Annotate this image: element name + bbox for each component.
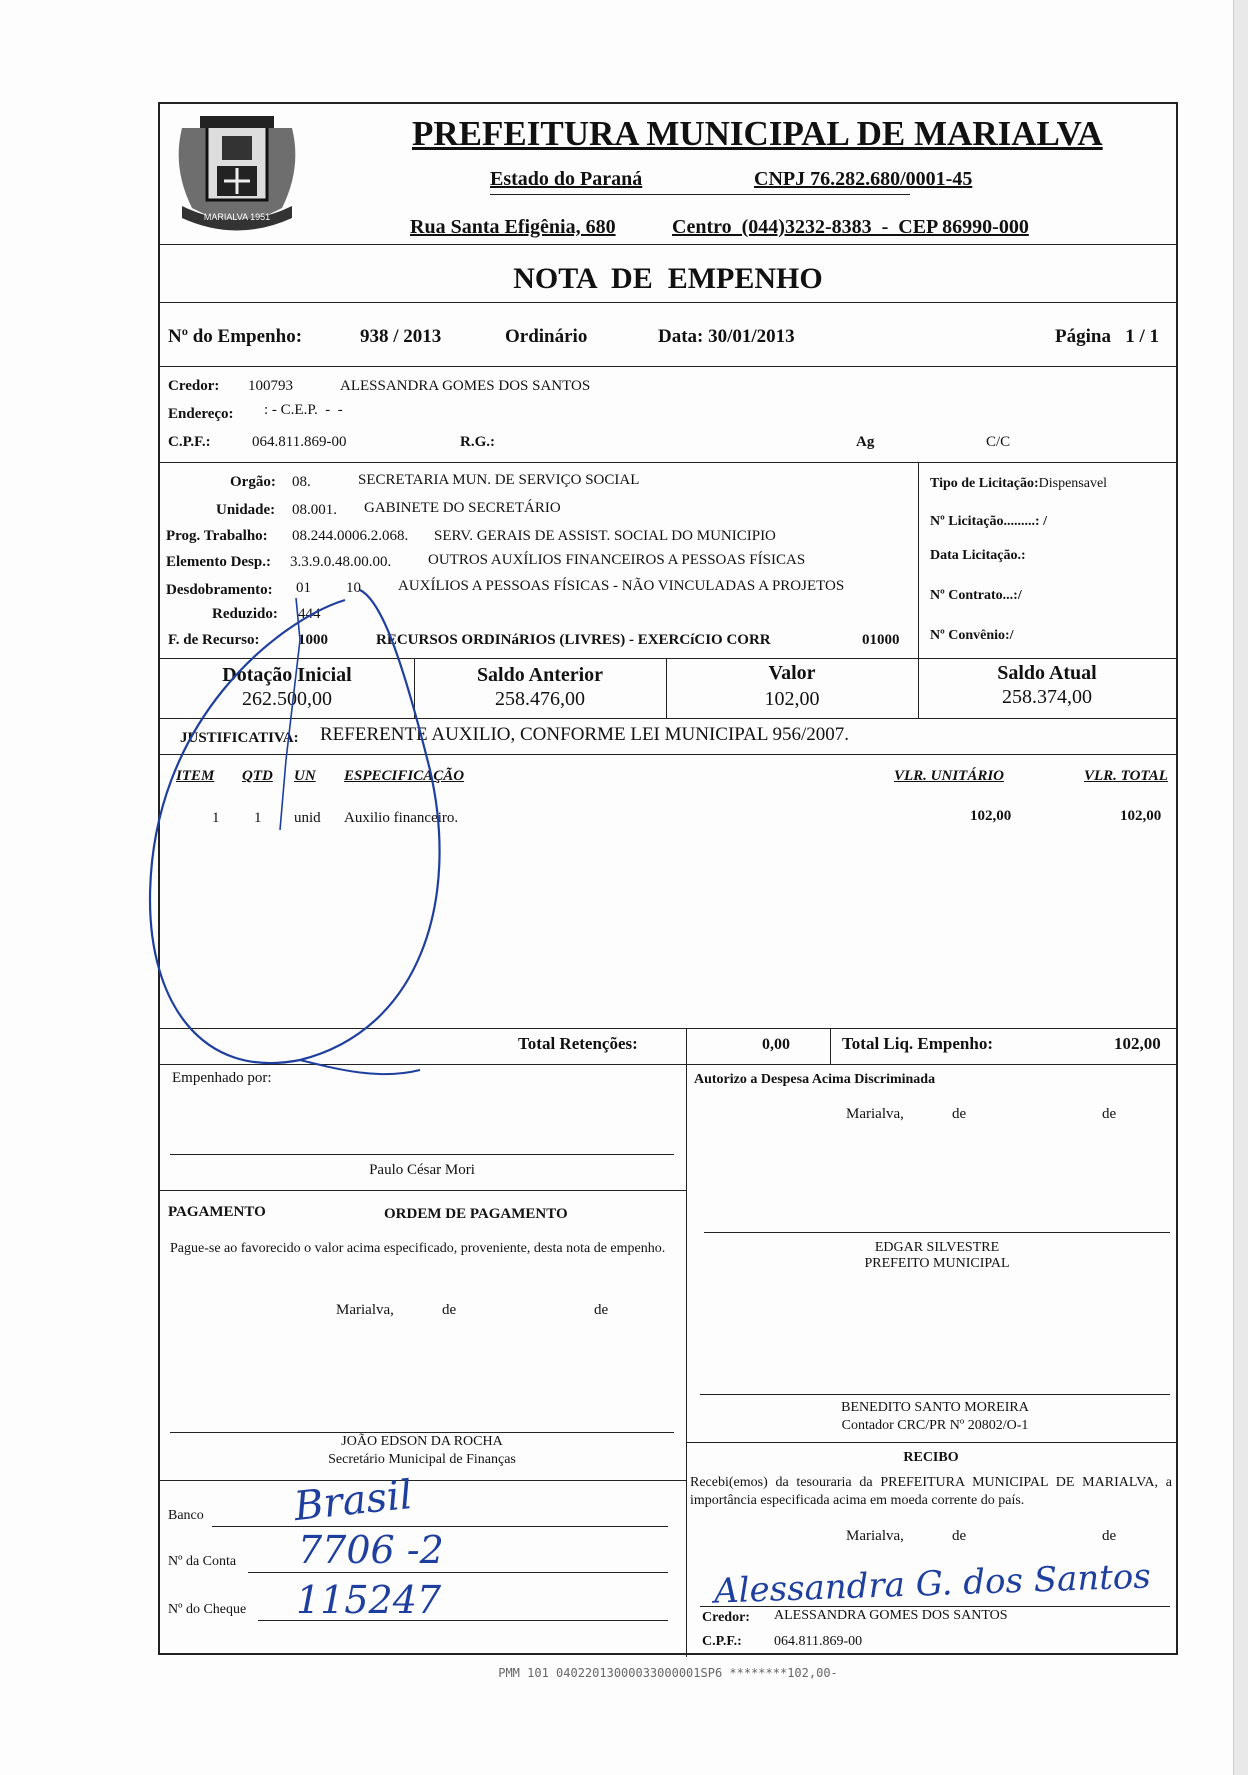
orgao-code: 08. — [292, 474, 311, 490]
credor-code: 100793 — [248, 378, 293, 394]
licitacao-data: Data Licitação.: — [930, 548, 1026, 563]
unidade-code: 08.001. — [292, 502, 337, 518]
svg-text:MARIALVA 1951: MARIALVA 1951 — [203, 212, 271, 222]
conta-label: Nº da Conta — [168, 1554, 237, 1569]
prog-name: SERV. GERAIS DE ASSIST. SOCIAL DO MUNICIPIO — [434, 528, 776, 544]
reduzido-label: Reduzido: — [212, 606, 278, 622]
credor-label: Credor: — [168, 378, 220, 394]
col-un: UN — [294, 768, 316, 784]
municipal-crest-icon — [162, 108, 312, 238]
empenho-number-label: Nº do Empenho: — [168, 326, 303, 347]
recurso-number: 01000 — [862, 632, 900, 648]
saldo-atual-value: 258.374,00 — [1002, 686, 1092, 708]
col-qtd: QTD — [242, 768, 273, 784]
empenho-form — [158, 102, 1178, 1655]
cheque-handwritten: 115247 — [296, 1578, 442, 1622]
row-item: 1 — [212, 810, 220, 826]
banco-label: Banco — [168, 1508, 204, 1523]
pagamento-de2: de — [594, 1302, 609, 1318]
col-vlr-total: VLR. TOTAL — [1084, 768, 1168, 784]
prefeito-name: EDGAR SILVESTRE — [874, 1240, 1000, 1255]
pagamento-label: PAGAMENTO — [168, 1204, 266, 1220]
desdobramento-code: 01 — [296, 580, 311, 596]
address-label: Endereço: — [168, 406, 234, 422]
credor-signature: Alessandra G. dos Santos — [713, 1556, 1152, 1612]
orgao-name: SECRETARIA MUN. DE SERVIÇO SOCIAL — [358, 472, 640, 488]
saldo-atual-label: Saldo Atual — [997, 662, 1097, 684]
contador-role: Contador CRC/PR Nº 20802/O-1 — [841, 1418, 1029, 1433]
ag-label: Ag — [856, 434, 875, 450]
document-title: NOTA DE EMPENHO — [513, 262, 823, 295]
col-item: ITEM — [176, 768, 215, 784]
row-qtd: 1 — [254, 810, 262, 826]
justificativa-label: JUSTIFICATIVA: — [180, 730, 299, 746]
address-value: : - C.E.P. - - — [264, 402, 343, 418]
elemento-label: Elemento Desp.: — [166, 554, 271, 570]
page-title: PREFEITURA MUNICIPAL DE MARIALVA — [412, 114, 1103, 153]
row-un: unid — [294, 810, 321, 826]
empenhado-label: Empenhado por: — [172, 1070, 272, 1086]
credor-name: ALESSANDRA GOMES DOS SANTOS — [340, 378, 591, 394]
header-section — [160, 104, 1176, 244]
licitacao-tipo-label — [930, 476, 1107, 492]
cc-label: C/C — [986, 434, 1011, 450]
address-street: Rua Santa Efigênia, 680 — [410, 216, 616, 238]
ordem-pagamento-label: ORDEM DE PAGAMENTO — [384, 1206, 568, 1222]
prog-code: 08.244.0006.2.068. — [292, 528, 409, 544]
desdobramento-sub: 10 — [346, 580, 361, 596]
cnpj-label — [490, 194, 910, 195]
elemento-name: OUTROS AUXÍLIOS FINANCEIROS A PESSOAS FÍSICAS — [428, 552, 806, 568]
recibo-title: RECIBO — [903, 1450, 959, 1465]
licitacao-tipo-text: Tipo de Licitação: — [930, 476, 1039, 491]
secretario-role: Secretário Municipal de Finanças — [328, 1452, 516, 1467]
footer-code: PMM 101 04022013000033000001SP6 ********102,00- — [498, 1666, 838, 1680]
cpf-value: 064.811.869-00 — [252, 434, 347, 450]
autorizo-de1: de — [952, 1106, 967, 1122]
recurso-label: F. de Recurso: — [168, 632, 260, 648]
recibo-cpf-label: C.P.F.: — [702, 1634, 742, 1649]
elemento-code: 3.3.9.0.48.00.00. — [290, 554, 392, 570]
licitacao-numero: Nº Licitação.........: / — [930, 514, 1047, 529]
recibo-de2: de — [1102, 1528, 1117, 1544]
saldo-anterior-value: 258.476,00 — [495, 688, 585, 710]
recibo-cpf: 064.811.869-00 — [774, 1634, 863, 1649]
recibo-de1: de — [952, 1528, 967, 1544]
recurso-code: 1000 — [298, 632, 328, 648]
liq-value: 102,00 — [1114, 1034, 1161, 1053]
autorizo-label: Autorizo a Despesa Acima Discriminada — [694, 1072, 936, 1087]
row-desc: Auxilio financeiro. — [344, 810, 459, 826]
reduzido-value: 444 — [298, 606, 321, 622]
empenho-type: Ordinário — [505, 326, 588, 347]
contador-name: BENEDITO SANTO MOREIRA — [841, 1400, 1029, 1415]
saldo-anterior-label: Saldo Anterior — [476, 664, 604, 686]
liq-label: Total Liq. Empenho: — [842, 1034, 993, 1053]
account-handwritten: 7706 -2 — [298, 1528, 444, 1572]
empenho-date: Data: 30/01/2013 — [658, 326, 795, 347]
bank-handwritten: Brasil — [291, 1471, 415, 1531]
desdobramento-label: Desdobramento: — [166, 582, 273, 598]
licitacao-convenio: Nº Convênio:/ — [930, 628, 1014, 643]
recibo-text: Recebi(emos) da tesouraria da PREFEITURA MUNICIPAL DE MARIALVA, a importância especificada acima em moeda corrente do país. — [690, 1475, 1172, 1508]
orgao-label: Orgão: — [230, 474, 276, 490]
valor-value: 102,00 — [764, 688, 820, 710]
secretario-name: JOÃO EDSON DA ROCHA — [341, 1434, 503, 1449]
dotacao-value: 262.500,00 — [242, 688, 332, 710]
col-vlr-unitario: VLR. UNITÁRIO — [894, 768, 1005, 784]
recibo-credor-label: Credor: — [702, 1610, 750, 1625]
recibo-place: Marialva, — [846, 1528, 904, 1544]
valor-label: Valor — [768, 662, 816, 684]
unidade-name: GABINETE DO SECRETÁRIO — [364, 500, 561, 516]
recibo-credor-name: ALESSANDRA GOMES DOS SANTOS — [774, 1608, 1008, 1623]
state-label: Estado do Paraná — [490, 168, 643, 190]
empenhado-signer: Paulo César Mori — [369, 1162, 475, 1178]
autorizo-de2: de — [1102, 1106, 1117, 1122]
desdobramento-name: AUXÍLIOS A PESSOAS FÍSICAS - NÃO VINCULADAS A PROJETOS — [398, 578, 845, 594]
licitacao-contrato: Nº Contrato...:/ — [930, 588, 1022, 603]
recurso-name: RECURSOS ORDINáRIOS (LIVRES) - EXERCíCIO CORR — [376, 632, 771, 648]
col-especificacao: ESPECIFICAÇÃO — [344, 768, 465, 784]
pagamento-text: Pague-se ao favorecido o valor acima especificado, proveniente, desta nota de empenho. — [170, 1241, 666, 1256]
empenho-number: 938 / 2013 — [360, 326, 442, 347]
row-total-value: 102,00 — [1120, 808, 1162, 824]
page-number: Página 1 / 1 — [1055, 326, 1159, 347]
unidade-label: Unidade: — [216, 502, 276, 518]
retencoes-label: Total Retenções: — [518, 1034, 638, 1053]
pagamento-de1: de — [442, 1302, 457, 1318]
licitacao-tipo-value: Dispensavel — [1038, 476, 1108, 491]
justificativa-text: REFERENTE AUXILIO, CONFORME LEI MUNICIPAL 956/2007. — [320, 724, 850, 745]
page-edge — [1233, 0, 1248, 1775]
address-details: Centro (044)3232-8383 - CEP 86990-000 — [672, 216, 1029, 238]
autorizo-place: Marialva, — [846, 1106, 904, 1122]
row-unit-value: 102,00 — [970, 808, 1012, 824]
cheque-label: Nº do Cheque — [168, 1602, 247, 1617]
rg-label: R.G.: — [460, 434, 495, 450]
pagamento-place: Marialva, — [336, 1302, 394, 1318]
cpf-label: C.P.F.: — [168, 434, 211, 450]
cnpj-value: CNPJ 76.282.680/0001-45 — [754, 168, 973, 190]
retencoes-value: 0,00 — [762, 1036, 790, 1053]
prog-label: Prog. Trabalho: — [166, 528, 268, 544]
dotacao-label: Dotação Inicial — [222, 664, 352, 686]
prefeito-role: PREFEITO MUNICIPAL — [864, 1256, 1010, 1271]
